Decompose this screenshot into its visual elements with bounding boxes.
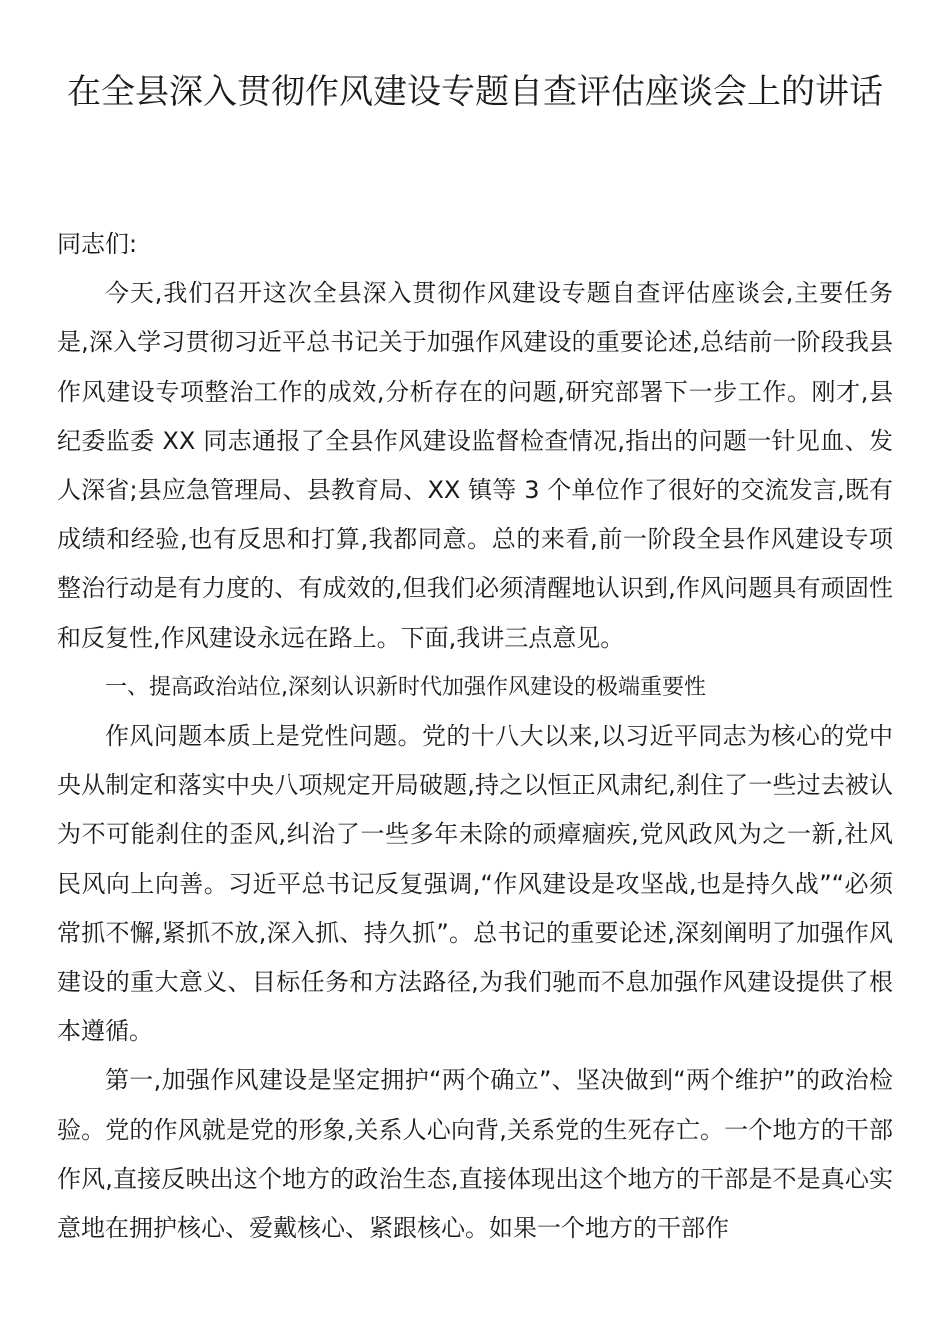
- section-heading-1: 一、提高政治站位,深刻认识新时代加强作风建设的极端重要性: [105, 674, 706, 700]
- paragraph-point-1: 第一,加强作风建设是坚定拥护“两个确立”、坚决做到“两个维护”的政治检验。党的作风就是党的形象,关系人心向背,关系党的生死存亡。一个地方的干部作风,直接反映出这个地方的政治生态,直接体现出这个地方的干部是不是真心实意地在拥护核心、爱戴核心、紧跟核心。如果一个地方的干部作: [57, 1066, 893, 1243]
- document-body: [57, 220, 893, 1253]
- paragraph-intro: 今天,我们召开这次全县深入贯彻作风建设专题自查评估座谈会,主要任务是,深入学习贯彻习近平总书记关于加强作风建设的重要论述,总结前一阶段我县作风建设专项整治工作的成效,分析存在的问题,研究部署下一步工作。刚才,县纪委监委 XX 同志通报了全县作风建设监督检查情况,指出的问题一针见血、发人深省;县应急管理局、县教育局、XX 镇等 3 个单位作了很好的交流发言,既有成绩和经验,也有反思和打算,我都同意。总的来看,前一阶段全县作风建设专项整治行动是有力度的、有成效的,但我们必须清醒地认识到,作风问题具有顽固性和反复性,作风建设永远在路上。下面,我讲三点意见。: [57, 279, 893, 652]
- paragraph-section-1: 作风问题本质上是党性问题。党的十八大以来,以习近平同志为核心的党中央从制定和落实中央八项规定开局破题,持之以恒正风肃纪,刹住了一些过去被认为不可能刹住的歪风,纠治了一些多年未除的顽瘴痼疾,党风政风为之一新,社风民风向上向善。习近平总书记反复强调,“作风建设是攻坚战,也是持久战”“必须常抓不懈,紧抓不放,深入抓、持久抓”。总书记的重要论述,深刻阐明了加强作风建设的重大意义、目标任务和方法路径,为我们驰而不息加强作风建设提供了根本遵循。: [57, 722, 893, 1046]
- document-title: 在全县深入贯彻作风建设专题自查评估座谈会上的讲话: [67, 72, 883, 112]
- salutation: 同志们:: [57, 230, 138, 258]
